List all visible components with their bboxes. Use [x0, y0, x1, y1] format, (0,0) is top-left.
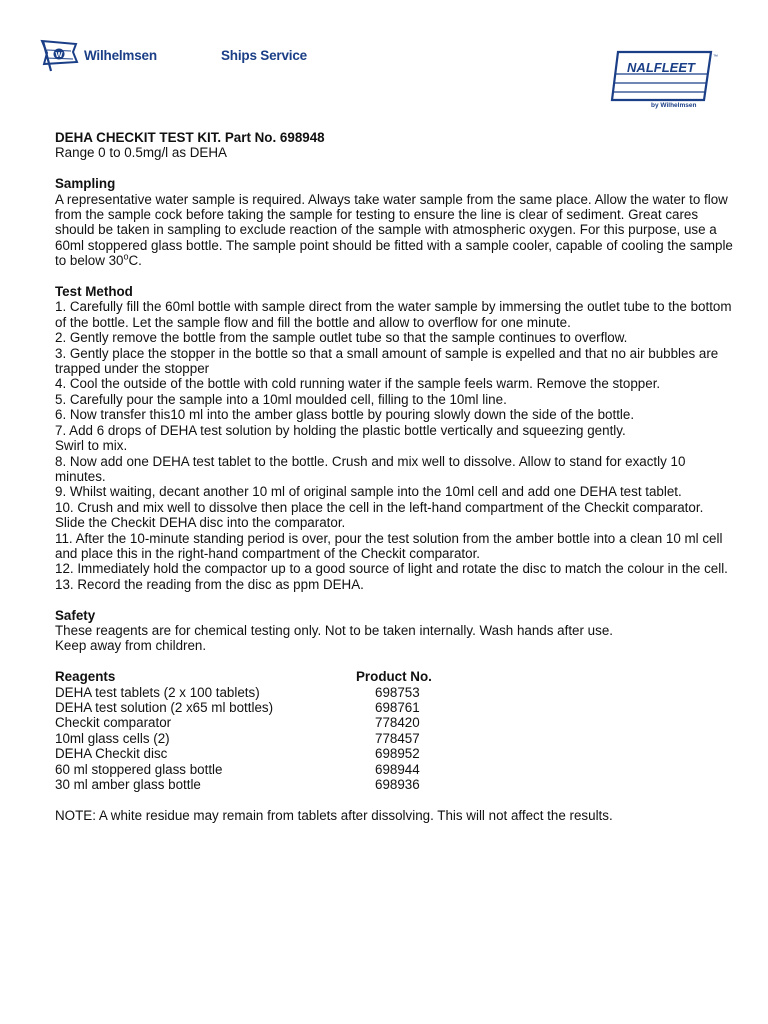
page-header [0, 0, 768, 120]
test-step: 6. Now transfer this10 ml into the amber glass bottle by pouring slowly down the side of the bottle. [55, 407, 635, 423]
degree-superscript: o [123, 251, 129, 262]
nalfleet-logo [610, 50, 720, 102]
brand-name: Wilhelmsen [84, 48, 157, 63]
reagent-row [55, 700, 735, 715]
sampling-text: A representative water sample is required. Always take water sample from the same place. Allow the water to flow from the sample cock before taking the sample for testing to ensure the line is clear of sediment. Great cares should be taken in sampling to exclude reaction of the sample with atmospheric oxygen. For this purpose, use a 60ml stoppered glass bottle. The sample point should be fitted with a sample cooler, capable of cooling the sample to below 30 [55, 191, 733, 269]
test-step: 1. Carefully fill the 60ml bottle with sample direct from the water sample by immersing the outlet tube to the bottom of the bottle. Let the sample flow and fill the bottle and allow to overflow for one minute. [55, 299, 732, 330]
reagent-row [55, 715, 735, 730]
test-step: 10. Crush and mix well to dissolve then place the cell in the left-hand compartment of the Checkit comparator. Slide the Checkit DEHA disc into the comparator. [55, 499, 704, 531]
nalfleet-wordmark: NALFLEET [627, 60, 695, 75]
reagents-header-row [55, 669, 735, 684]
reagent-product-no: 698952 [375, 746, 420, 762]
test-step: 11. After the 10-minute standing period is over, pour the test solution from the amber bottle into a clean 10 ml cell and place this in the right-hand compartment of the Checkit comparator. [55, 530, 723, 561]
test-step: 7. Add 6 drops of DEHA test solution by holding the plastic bottle vertically and squeezing gently. [55, 422, 626, 438]
test-step: 5. Carefully pour the sample into a 10ml moulded cell, filling to the 10ml line. [55, 391, 507, 407]
ships-service-title: Ships Service [221, 48, 307, 63]
reagents-heading: Reagents [55, 669, 116, 685]
test-step: 3. Gently place the stopper in the bottle so that a small amount of sample is expelled and that no air bubbles are trapped under the stopper [55, 345, 719, 377]
reagent-product-no: 698753 [375, 684, 420, 700]
svg-text:W: W [55, 49, 63, 59]
reagent-name: DEHA test tablets (2 x 100 tablets) [55, 684, 260, 700]
test-step: Swirl to mix. [55, 438, 128, 454]
range-line: Range 0 to 0.5mg/l as DEHA [55, 145, 227, 161]
reagent-row [55, 685, 735, 700]
reagent-name: 60 ml stoppered glass bottle [55, 761, 223, 777]
reagent-product-no: 698761 [375, 699, 420, 715]
sampling-heading: Sampling [55, 176, 116, 192]
reagent-row [55, 777, 735, 792]
reagent-name: Checkit comparator [55, 715, 172, 731]
test-step: 8. Now add one DEHA test tablet to the bottle. Crush and mix well to dissolve. Allow to stand for exactly 10 minutes. [55, 453, 686, 484]
reagent-name: 30 ml amber glass bottle [55, 776, 201, 792]
reagent-name: DEHA test solution (2 x65 ml bottles) [55, 699, 274, 715]
safety-heading: Safety [55, 607, 96, 623]
reagent-product-no: 698944 [375, 761, 420, 777]
document-title: DEHA CHECKIT TEST KIT. Part No. 698948 [55, 130, 325, 145]
reagent-name: 10ml glass cells (2) [55, 730, 170, 746]
reagent-product-no: 698936 [375, 776, 420, 792]
test-step: 13. Record the reading from the disc as ppm DEHA. [55, 576, 364, 592]
test-method-heading: Test Method [55, 284, 133, 300]
reagent-product-no: 778420 [375, 715, 420, 731]
reagent-name: DEHA Checkit disc [55, 746, 168, 762]
document-body [55, 130, 735, 823]
safety-line: Keep away from children. [55, 638, 207, 654]
reagent-row [55, 731, 735, 746]
note-line: NOTE: A white residue may remain from tablets after dissolving. This will not affect the results. [55, 807, 613, 823]
product-no-heading: Product No. [356, 669, 432, 685]
reagents-table [55, 669, 735, 792]
reagent-product-no: 778457 [375, 730, 420, 746]
sampling-text-end: C. [128, 253, 142, 269]
test-step: 9. Whilst waiting, decant another 10 ml of original sample into the 10ml cell and add one DEHA test tablet. [55, 484, 682, 500]
reagent-row [55, 746, 735, 761]
trademark-mark: ™ [713, 54, 718, 60]
by-wilhelmsen-caption: by Wilhelmsen [651, 102, 697, 109]
test-step: 2. Gently remove the bottle from the sample outlet tube so that the sample continues to overflow. [55, 330, 628, 346]
wilhelmsen-flag-logo [40, 38, 80, 72]
test-step: 4. Cool the outside of the bottle with cold running water if the sample feels warm. Remove the stopper. [55, 376, 661, 392]
safety-line: These reagents are for chemical testing only. Not to be taken internally. Wash hands after use. [55, 622, 613, 638]
test-step: 12. Immediately hold the compactor up to a good source of light and rotate the disc to match the colour in the cell. [55, 561, 728, 577]
reagent-row [55, 762, 735, 777]
sampling-paragraph [55, 192, 735, 269]
